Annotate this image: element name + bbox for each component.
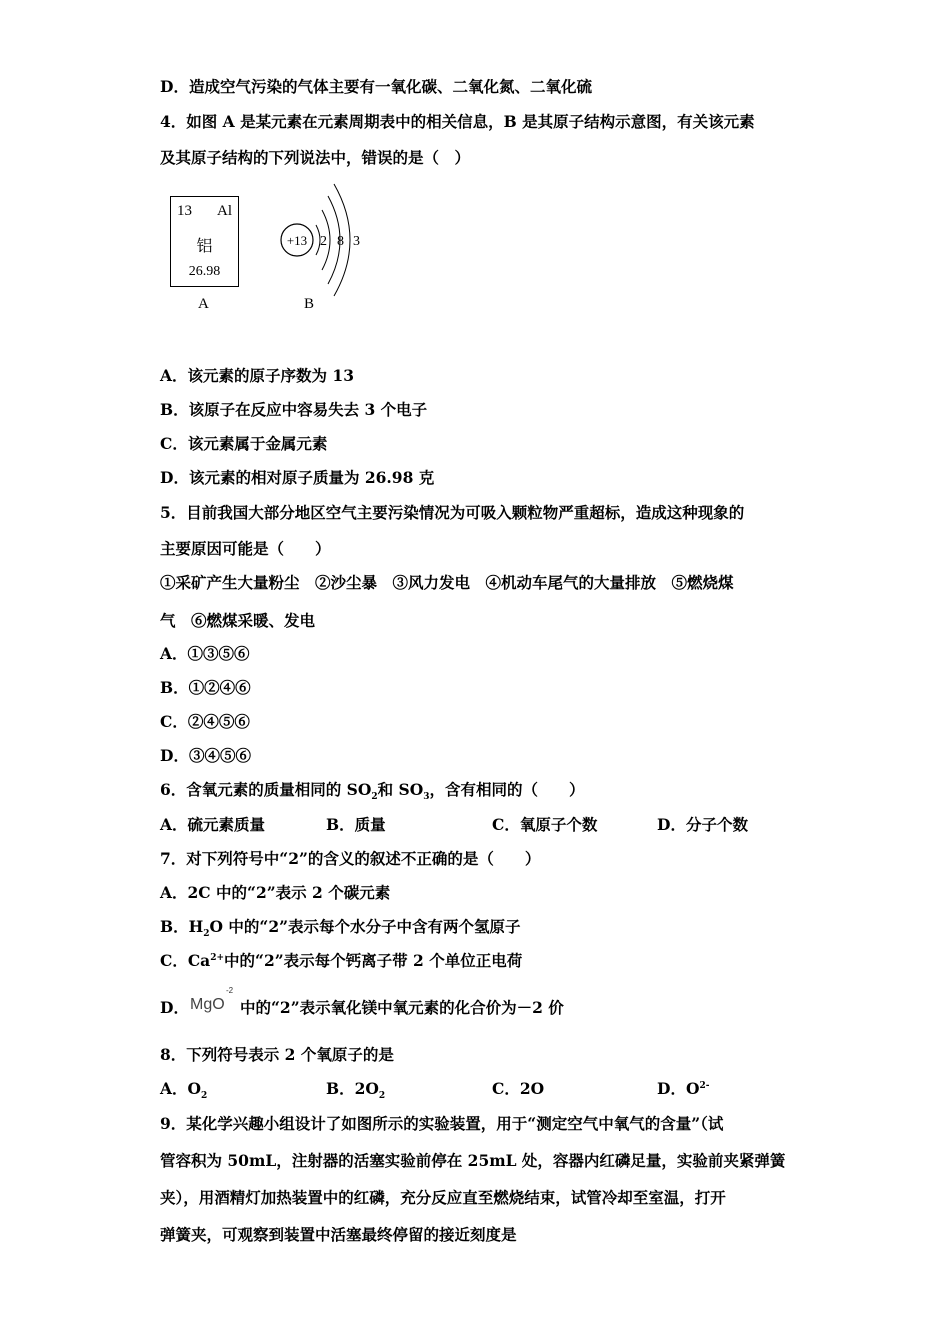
q7b-text-1: B．H: [160, 917, 204, 936]
q6-option-a: A．硫元素质量: [160, 815, 266, 834]
periodic-table-cell: [170, 196, 239, 287]
q5-stem-line1: 5．目前我国大部分地区空气主要污染情况为可吸入颗粒物严重超标，造成这种现象的: [160, 503, 745, 522]
nucleus-charge: +13: [286, 233, 308, 248]
q8d-sup: 2-: [699, 1080, 710, 1091]
q9-stem-line1: 9．某化学兴趣小组设计了如图所示的实验装置，用于“测定空气中氧气的含量”（试: [160, 1114, 724, 1133]
q6-sub-2: 2: [371, 792, 378, 803]
shell-electrons-1: 2: [320, 234, 327, 249]
q5-items-line1: ①采矿产生大量粉尘 ②沙尘暴 ③风力发电 ④机动车尾气的大量排放 ⑤燃烧煤: [160, 573, 734, 592]
q8d-text: D．O: [657, 1079, 700, 1098]
mgo-formula: [190, 986, 234, 1014]
q4-option-a: A．该元素的原子序数为 13: [160, 366, 354, 385]
q8-option-c: C．2O: [492, 1079, 545, 1098]
q5-option-d: D．③④⑤⑥: [160, 746, 251, 765]
q7-stem: 7．对下列符号中“2”的含义的叙述不正确的是（ ）: [160, 849, 541, 868]
q7c-text-2: 中的“2”表示每个钙离子带 2 个单位正电荷: [224, 951, 523, 970]
q6-option-d: D．分子个数: [657, 815, 748, 834]
q8-option-a: [160, 1079, 208, 1102]
q5-stem-line2: 主要原因可能是（ ）: [160, 539, 331, 558]
q8b-sub: 2: [378, 1091, 386, 1102]
q6-option-b: B．质量: [326, 815, 386, 834]
element-symbol: Al: [217, 203, 232, 219]
q6-option-c: C．氧原子个数: [492, 815, 598, 834]
q4-stem-line1: 4．如图 A 是某元素在元素周期表中的相关信息，B 是其原子结构示意图，有关该元素: [160, 112, 755, 131]
q8-option-d: [657, 1079, 709, 1099]
q4-option-d: D．该元素的相对原子质量为 26.98 克: [160, 468, 435, 487]
q7-option-d-label: D．: [160, 998, 189, 1017]
q8-option-b: [326, 1079, 386, 1102]
q7-option-c: [160, 951, 522, 971]
q9-stem-line2: 管容积为 50mL，注射器的活塞实验前停在 25mL 处，容器内红磷足量，实验前夹紧弹簧: [160, 1151, 786, 1170]
q7c-sup: 2+: [210, 952, 225, 963]
q6-stem-text-1: 6．含氧元素的质量相同的 SO: [160, 780, 372, 799]
q5-items-line2: 气 ⑥燃煤采暖、发电: [160, 611, 316, 630]
figure-label-a: A: [198, 296, 209, 312]
shell-electrons-3: 3: [353, 234, 360, 249]
shell-electrons-2: 8: [337, 234, 344, 249]
q5-option-a: A．①③⑤⑥: [160, 644, 250, 663]
q6-stem: [160, 780, 585, 803]
q7-option-d-text: 中的“2”表示氧化镁中氧元素的化合价为－2 价: [240, 998, 564, 1017]
q7b-sub: 2: [203, 929, 210, 940]
q4-stem-line2: 及其原子结构的下列说法中，错误的是（ ）: [160, 148, 471, 167]
element-name: 铝: [196, 236, 213, 255]
q7b-text-2: O 中的“2”表示每个水分子中含有两个氢原子: [209, 917, 521, 936]
q5-option-c: C．②④⑤⑥: [160, 712, 250, 731]
q7c-text-1: C．Ca: [160, 951, 211, 970]
q8a-text: A．O: [160, 1079, 202, 1098]
q3-option-d: D．造成空气污染的气体主要有一氧化碳、二氧化氮、二氧化硫: [160, 77, 592, 96]
q5-option-b: B．①②④⑥: [160, 678, 251, 697]
atomic-structure-diagram: [276, 180, 372, 300]
q7-option-a: A．2C 中的“2”表示 2 个碳元素: [160, 883, 391, 902]
q8a-sub: 2: [201, 1091, 208, 1102]
figure-label-b: B: [304, 296, 315, 312]
q6-sub-3: 3: [423, 792, 430, 803]
q4-option-c: C．该元素属于金属元素: [160, 434, 328, 453]
mgo-text: MgO: [190, 996, 225, 1013]
q6-stem-text-3: ，含有相同的（ ）: [429, 780, 585, 799]
q6-stem-text-2: 和 SO: [377, 780, 424, 799]
q9-stem-line3: 夹），用酒精灯加热装置中的红磷，充分反应直至燃烧结束，试管冷却至室温，打开: [160, 1188, 726, 1207]
q9-stem-line4: 弹簧夹，可观察到装置中活塞最终停留的接近刻度是: [160, 1225, 517, 1244]
oxygen-valence: -2: [226, 986, 234, 995]
atomic-number: 13: [177, 203, 192, 219]
atomic-mass: 26.98: [188, 264, 221, 279]
q8b-text: B．2O: [326, 1079, 379, 1098]
q7-option-b: [160, 917, 521, 940]
q8-stem: 8．下列符号表示 2 个氧原子的是: [160, 1045, 394, 1064]
q4-option-b: B．该原子在反应中容易失去 3 个电子: [160, 400, 428, 419]
